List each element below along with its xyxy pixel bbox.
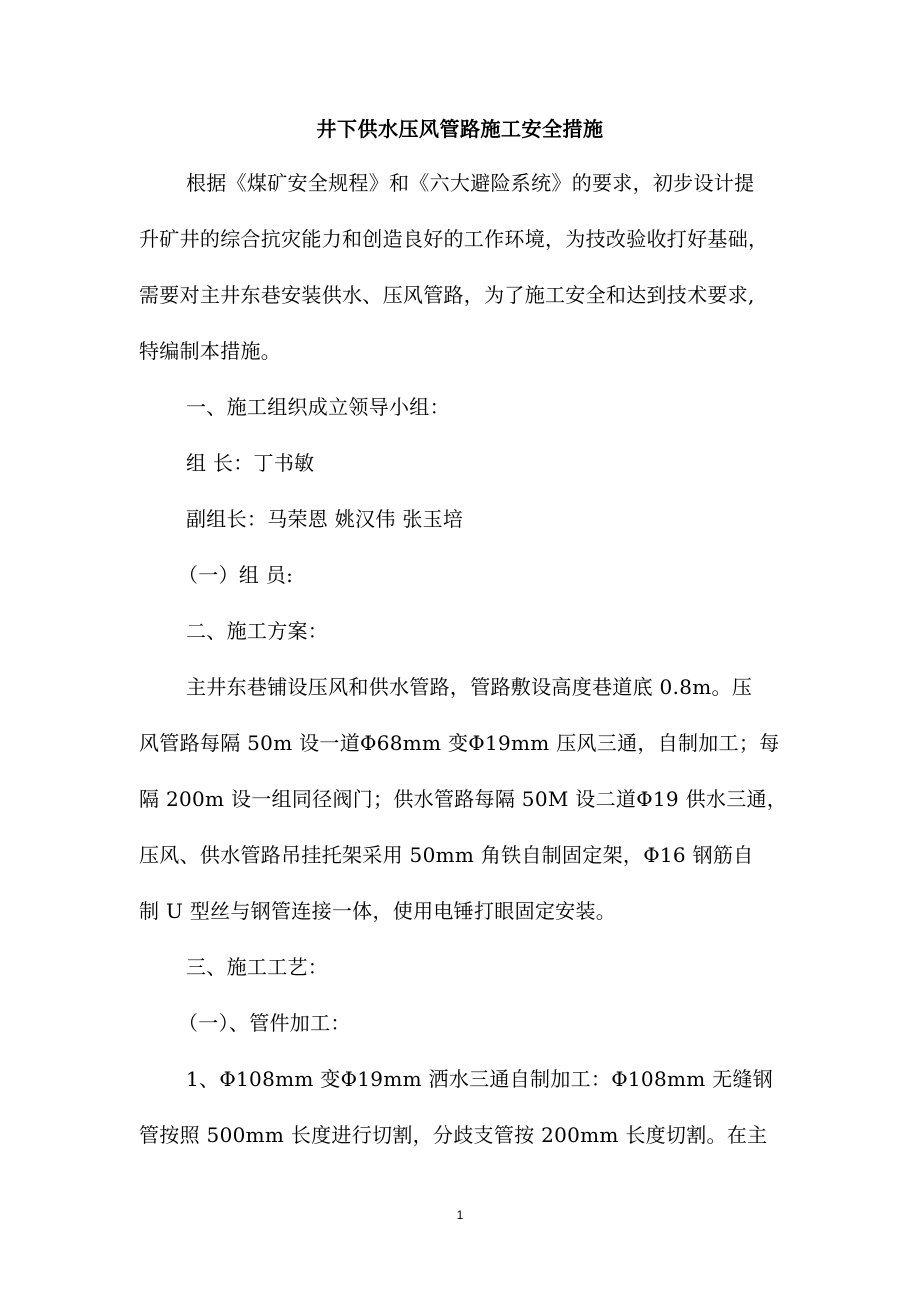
- paragraph-line: 制 U 型丝与钢管连接一体，使用电锤打眼固定安装。: [139, 899, 617, 923]
- paragraph-line: 管按照 500mm 长度进行切割，分歧支管按 200mm 长度切割。在主: [139, 1123, 768, 1147]
- paragraph-line: 隔 200m 设一组同径阀门；供水管路每隔 50M 设二道Φ19 供水三通，: [139, 787, 788, 811]
- leader-line: 组 长：丁书敏: [186, 451, 315, 475]
- section-heading: 一、施工组织成立领导小组：: [186, 395, 450, 419]
- paragraph-line: 特编制本措施。: [139, 339, 282, 363]
- paragraph-line: 需要对主井东巷安装供水、压风管路，为了施工安全和达到技术要求,: [139, 283, 755, 307]
- paragraph-line: 压风、供水管路吊挂托架采用 50mm 角铁自制固定架，Φ16 钢筋自: [139, 843, 754, 867]
- section-heading: 二、施工方案：: [186, 619, 329, 643]
- paragraph-line: 1、Φ108mm 变Φ19mm 洒水三通自制加工：Φ108mm 无缝钢: [186, 1067, 774, 1091]
- paragraph-line: 升矿井的综合抗灾能力和创造良好的工作环境，为技改验收打好基础，: [139, 227, 769, 251]
- members-line: （一）组 员:: [178, 563, 294, 587]
- document-title: 井下供水压风管路施工安全措施: [316, 117, 604, 141]
- section-heading: 三、施工工艺：: [186, 955, 329, 979]
- paragraph-line: 主井东巷铺设压风和供水管路，管路敷设高度巷道底 0.8m。压: [186, 675, 753, 699]
- deputy-leader-line: 副组长：马荣恩 姚汉伟 张玉培: [186, 507, 464, 531]
- page-number: 1: [456, 1208, 464, 1222]
- subsection-heading: （一）、管件加工：: [178, 1011, 351, 1035]
- paragraph-line: 根据《煤矿安全规程》和《六大避险系统》的要求，初步设计提: [186, 171, 755, 195]
- paragraph-line: 风管路每隔 50m 设一道Φ68mm 变Φ19mm 压风三通，自制加工；每: [139, 731, 780, 755]
